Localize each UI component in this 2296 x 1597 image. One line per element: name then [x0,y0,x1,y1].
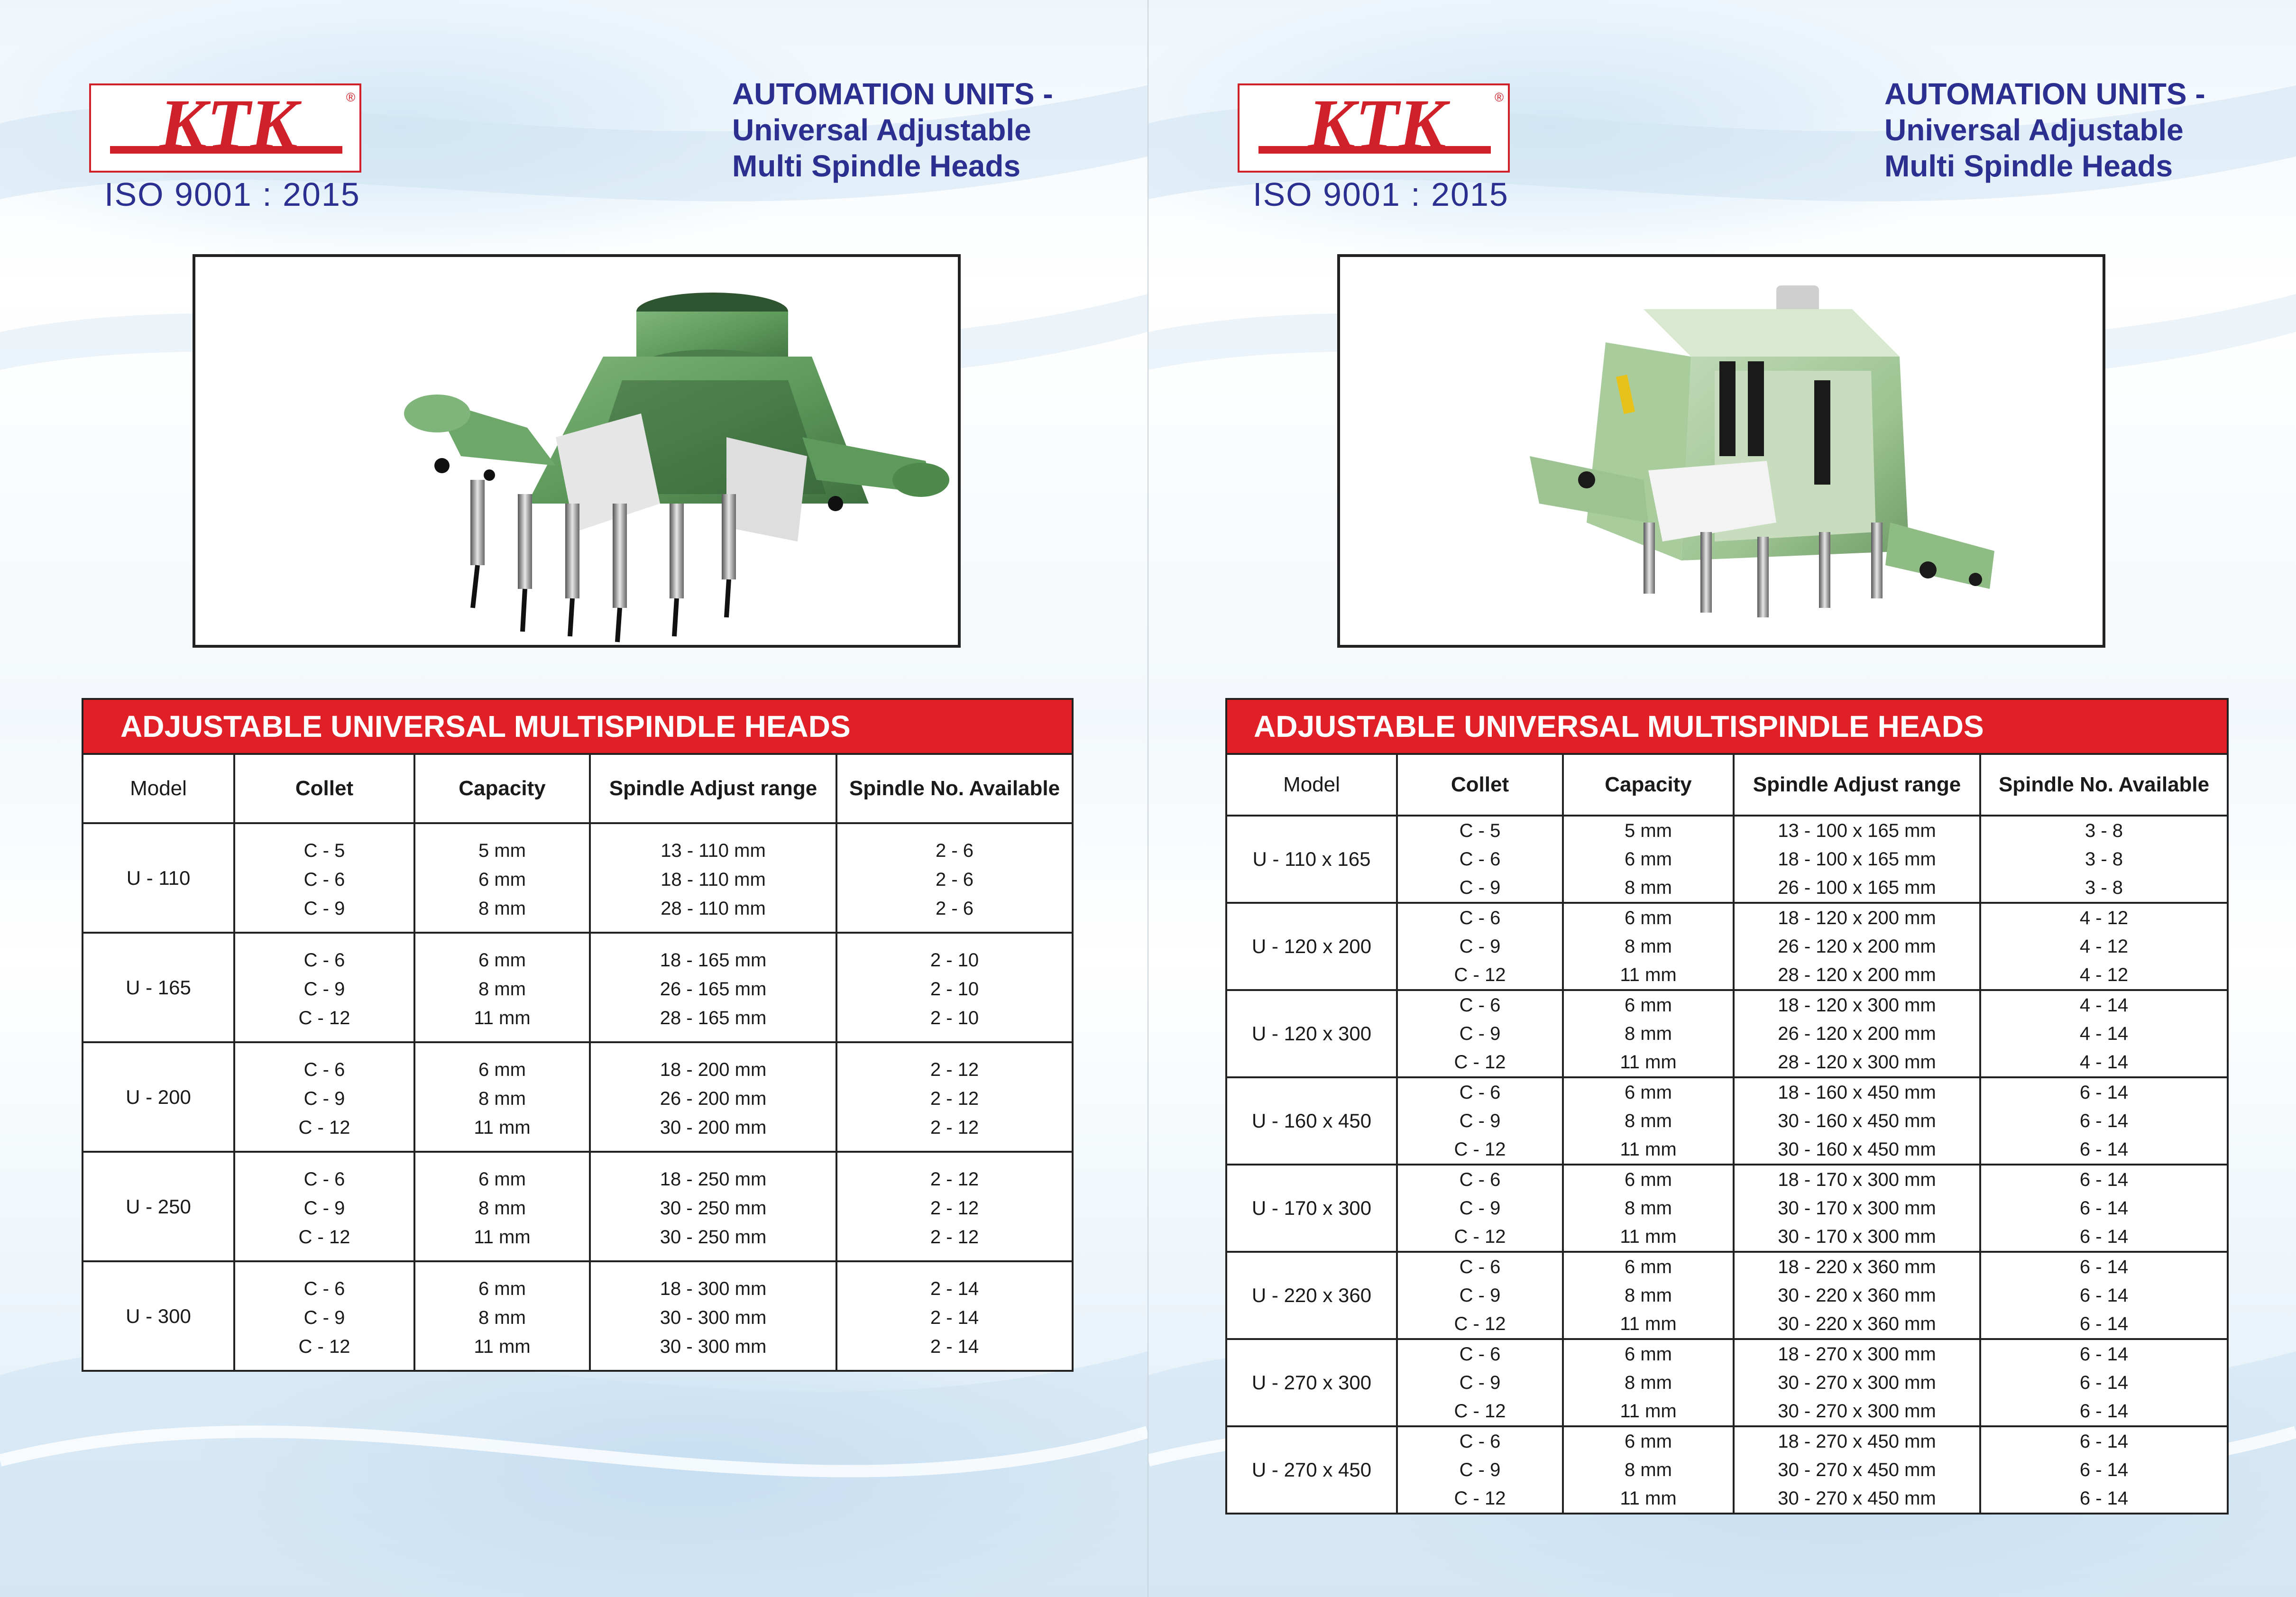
collet-value: C - 9 [1459,936,1501,957]
table-row [1226,1165,2228,1252]
collet-value: C - 9 [1459,1459,1501,1480]
spindles-cell [836,1261,1073,1371]
header-capacity: Capacity [414,754,590,823]
range-value: 30 - 220 x 360 mm [1778,1313,1936,1334]
range-value: 30 - 250 mm [660,1227,767,1248]
range-value: 30 - 270 x 300 mm [1778,1372,1936,1393]
collet-value: C - 9 [1459,1372,1501,1393]
range-cell [1734,1426,1980,1514]
collet-value: C - 9 [1459,1023,1501,1044]
collet-value: C - 12 [1454,1052,1506,1073]
capacity-value: 6 mm [1625,995,1672,1016]
collet-value: C - 9 [303,1307,345,1328]
collet-cell [234,933,414,1042]
spindles-value: 6 - 14 [2079,1169,2129,1190]
collet-value: C - 6 [1459,995,1501,1016]
capacity-value: 6 mm [1625,1344,1672,1365]
table-title-row [1226,699,2228,754]
collet-cell [1397,1165,1563,1252]
spindles-cell [1980,1077,2228,1165]
capacity-value: 11 mm [1620,1052,1677,1073]
left-table-body [83,823,1073,1371]
capacity-cell [1563,1426,1734,1514]
model-cell: U - 200 [83,1042,234,1152]
capacity-value: 11 mm [474,1117,531,1138]
spindles-cell [836,1152,1073,1261]
capacity-value: 11 mm [1620,1139,1677,1160]
logo-text: KTK [1308,85,1446,164]
table-header-row [83,754,1073,823]
collet-cell [234,823,414,933]
capacity-value: 8 mm [1625,1459,1672,1480]
spindles-value: 6 - 14 [2079,1285,2129,1306]
spindles-value: 2 - 6 [935,840,974,861]
range-cell [1734,903,1980,990]
collet-value: C - 5 [303,840,345,861]
collet-value: C - 6 [1459,1257,1501,1277]
capacity-cell [1563,903,1734,990]
collet-value: C - 12 [298,1008,350,1028]
registered-mark: ® [1495,90,1504,104]
capacity-value: 8 mm [478,898,526,919]
header-spindle-no-available: Spindle No. Available [1980,754,2228,816]
spindles-value: 2 - 14 [930,1278,979,1299]
table-title: ADJUSTABLE UNIVERSAL MULTISPINDLE HEADS [1226,699,2228,754]
collet-cell [234,1261,414,1371]
capacity-cell [1563,1077,1734,1165]
range-value: 30 - 160 x 450 mm [1778,1111,1936,1131]
range-value: 30 - 170 x 300 mm [1778,1226,1936,1247]
capacity-value: 6 mm [478,1169,526,1190]
spindles-value: 6 - 14 [2079,1344,2129,1365]
capacity-value: 8 mm [1625,1372,1672,1393]
range-cell [590,1042,836,1152]
spindles-value: 6 - 14 [2079,1459,2129,1480]
collet-value: C - 12 [1454,1313,1506,1334]
range-value: 18 - 200 mm [660,1059,767,1080]
spindles-value: 6 - 14 [2079,1139,2129,1160]
range-value: 26 - 120 x 200 mm [1778,1023,1936,1044]
capacity-cell [414,1152,590,1261]
table-row [1226,1426,2228,1514]
model-cell: U - 300 [83,1261,234,1371]
range-value: 18 - 160 x 450 mm [1778,1082,1936,1103]
collet-value: C - 9 [1459,877,1501,898]
range-cell [1734,816,1980,903]
collet-cell [1397,903,1563,990]
capacity-value: 8 mm [478,979,526,1000]
heading-line-3: Multi Spindle Heads [732,149,1021,183]
capacity-value: 8 mm [1625,1285,1672,1306]
capacity-value: 11 mm [474,1227,531,1248]
multispindle-head-image [195,257,958,645]
spindles-cell [1980,1252,2228,1339]
capacity-value: 11 mm [1620,964,1677,985]
range-cell [1734,1165,1980,1252]
spindles-value: 2 - 6 [935,869,974,890]
table-row [83,1152,1073,1261]
spindles-value: 2 - 10 [930,950,979,971]
capacity-value: 8 mm [1625,1111,1672,1131]
collet-cell [1397,1252,1563,1339]
model-cell: U - 165 [83,933,234,1042]
model-cell: U - 250 [83,1152,234,1261]
spindles-value: 2 - 12 [930,1169,979,1190]
collet-value: C - 12 [298,1117,350,1138]
capacity-value: 6 mm [478,869,526,890]
collet-value: C - 9 [1459,1111,1501,1131]
range-value: 18 - 220 x 360 mm [1778,1257,1936,1277]
spindles-value: 6 - 14 [2079,1488,2129,1509]
model-cell: U - 160 x 450 [1226,1077,1397,1165]
capacity-value: 8 mm [1625,1023,1672,1044]
collet-value: C - 12 [1454,1401,1506,1422]
spindles-value: 4 - 12 [2079,908,2129,928]
heading-line-2: Universal Adjustable [1884,113,2184,147]
heading-line-1: AUTOMATION UNITS - [732,77,1053,111]
left-spec-table [82,698,1074,1372]
header-collet: Collet [234,754,414,823]
spindles-value: 3 - 8 [2085,877,2123,898]
capacity-value: 11 mm [1620,1401,1677,1422]
capacity-value: 6 mm [1625,1169,1672,1190]
table-header-row [1226,754,2228,816]
model-cell: U - 170 x 300 [1226,1165,1397,1252]
collet-value: C - 6 [303,950,345,971]
spindles-value: 2 - 14 [930,1336,979,1357]
spindles-value: 4 - 12 [2079,964,2129,985]
range-cell [1734,1339,1980,1426]
registered-mark: ® [346,90,356,104]
capacity-cell [414,1261,590,1371]
ktk-logo-mark [91,85,359,171]
right-spec-table [1225,698,2229,1514]
table-row [1226,1077,2228,1165]
model-cell: U - 270 x 450 [1226,1426,1397,1514]
spindles-cell [836,933,1073,1042]
ktk-logo-mark [1240,85,1508,171]
collet-value: C - 6 [303,1059,345,1080]
table-title: ADJUSTABLE UNIVERSAL MULTISPINDLE HEADS [83,699,1073,754]
collet-value: C - 12 [1454,1139,1506,1160]
capacity-value: 11 mm [1620,1313,1677,1334]
capacity-value: 8 mm [478,1198,526,1219]
capacity-value: 11 mm [474,1336,531,1357]
collet-value: C - 9 [303,1198,345,1219]
table-row [1226,1252,2228,1339]
header-collet: Collet [1397,754,1563,816]
spindles-value: 4 - 14 [2079,995,2129,1016]
heading-line-3: Multi Spindle Heads [1884,149,2173,183]
spindles-value: 6 - 14 [2079,1372,2129,1393]
ktk-logo [1238,83,1510,173]
spindles-cell [1980,1339,2228,1426]
heading-line-1: AUTOMATION UNITS - [1884,77,2205,111]
capacity-value: 6 mm [1625,1082,1672,1103]
capacity-value: 5 mm [1625,820,1672,841]
range-cell [590,1261,836,1371]
capacity-value: 8 mm [1625,877,1672,898]
range-value: 30 - 270 x 450 mm [1778,1459,1936,1480]
collet-value: C - 12 [298,1336,350,1357]
range-value: 28 - 110 mm [661,898,766,919]
collet-value: C - 6 [1459,1169,1501,1190]
range-value: 18 - 165 mm [660,950,767,971]
spindles-cell [836,823,1073,933]
collet-value: C - 6 [1459,1344,1501,1365]
spindles-cell [1980,1165,2228,1252]
capacity-value: 6 mm [1625,1257,1672,1277]
spindles-value: 2 - 12 [930,1198,979,1219]
spindles-value: 3 - 8 [2085,849,2123,870]
header-spindle-no-available: Spindle No. Available [836,754,1073,823]
table-row [83,823,1073,933]
capacity-cell [1563,990,1734,1077]
range-cell [1734,1077,1980,1165]
range-value: 30 - 220 x 360 mm [1778,1285,1936,1306]
range-value: 30 - 250 mm [660,1198,767,1219]
spindles-cell [1980,903,2228,990]
spindles-value: 6 - 14 [2079,1401,2129,1422]
header-capacity: Capacity [1563,754,1734,816]
collet-cell [1397,990,1563,1077]
header-model: Model [1226,754,1397,816]
header-model: Model [83,754,234,823]
table-row [1226,990,2228,1077]
range-value: 28 - 120 x 300 mm [1778,1052,1936,1073]
range-cell [590,933,836,1042]
model-cell: U - 270 x 300 [1226,1339,1397,1426]
spindles-value: 2 - 12 [930,1227,979,1248]
range-value: 28 - 120 x 200 mm [1778,964,1936,985]
spindles-value: 6 - 14 [2079,1226,2129,1247]
collet-value: C - 6 [1459,908,1501,928]
capacity-value: 11 mm [1620,1488,1677,1509]
product-photo-frame [193,254,961,648]
range-value: 13 - 110 mm [661,840,766,861]
spindles-value: 2 - 6 [935,898,974,919]
spindles-value: 4 - 14 [2079,1052,2129,1073]
spindles-value: 2 - 10 [930,1008,979,1028]
range-value: 18 - 110 mm [661,869,766,890]
range-cell [590,1152,836,1261]
collet-value: C - 12 [298,1227,350,1248]
header-spindle-adjust-range: Spindle Adjust range [590,754,836,823]
spindles-value: 6 - 14 [2079,1111,2129,1131]
capacity-cell [1563,816,1734,903]
ktk-logo [89,83,361,173]
capacity-value: 5 mm [478,840,526,861]
model-cell: U - 120 x 300 [1226,990,1397,1077]
collet-value: C - 12 [1454,964,1506,985]
right-table-body [1226,816,2228,1514]
spindles-cell [1980,990,2228,1077]
collet-value: C - 9 [303,1088,345,1109]
range-cell [1734,990,1980,1077]
capacity-value: 8 mm [1625,1198,1672,1219]
table-row [1226,816,2228,903]
collet-cell [1397,816,1563,903]
heading-line-2: Universal Adjustable [732,113,1031,147]
capacity-value: 6 mm [1625,1431,1672,1452]
range-value: 26 - 165 mm [660,979,767,1000]
logo-text: KTK [159,85,298,164]
spindles-cell [836,1042,1073,1152]
right-page [1148,0,2296,1597]
capacity-value: 11 mm [1620,1226,1677,1247]
capacity-value: 11 mm [474,1008,531,1028]
model-cell: U - 120 x 200 [1226,903,1397,990]
product-photo-frame [1337,254,2105,648]
capacity-value: 8 mm [478,1088,526,1109]
capacity-value: 6 mm [478,1059,526,1080]
range-cell [590,823,836,933]
table-row [1226,903,2228,990]
collet-value: C - 6 [1459,849,1501,870]
range-value: 18 - 270 x 300 mm [1778,1344,1936,1365]
spindles-value: 6 - 14 [2079,1431,2129,1452]
spindles-value: 6 - 14 [2079,1198,2129,1219]
range-value: 26 - 100 x 165 mm [1778,877,1936,898]
capacity-value: 6 mm [478,1278,526,1299]
range-value: 18 - 270 x 450 mm [1778,1431,1936,1452]
collet-value: C - 12 [1454,1226,1506,1247]
capacity-cell [414,933,590,1042]
table-row [83,1042,1073,1152]
capacity-value: 6 mm [1625,908,1672,928]
capacity-cell [1563,1165,1734,1252]
collet-value: C - 9 [1459,1198,1501,1219]
collet-value: C - 9 [1459,1285,1501,1306]
range-value: 30 - 200 mm [660,1117,767,1138]
range-value: 28 - 165 mm [660,1008,767,1028]
range-value: 30 - 270 x 450 mm [1778,1488,1936,1509]
range-value: 13 - 100 x 165 mm [1778,820,1936,841]
collet-cell [234,1042,414,1152]
capacity-value: 8 mm [478,1307,526,1328]
spindles-value: 2 - 12 [930,1088,979,1109]
range-value: 18 - 170 x 300 mm [1778,1169,1936,1190]
range-value: 18 - 120 x 300 mm [1778,995,1936,1016]
capacity-cell [414,823,590,933]
spindles-value: 6 - 14 [2079,1082,2129,1103]
range-cell [1734,1252,1980,1339]
range-value: 26 - 120 x 200 mm [1778,936,1936,957]
collet-value: C - 6 [1459,1082,1501,1103]
spindles-value: 2 - 12 [930,1117,979,1138]
spindles-cell [1980,816,2228,903]
collet-cell [1397,1339,1563,1426]
spindles-value: 6 - 14 [2079,1257,2129,1277]
collet-value: C - 6 [303,869,345,890]
collet-value: C - 9 [303,979,345,1000]
collet-value: C - 12 [1454,1488,1506,1509]
spindles-value: 2 - 10 [930,979,979,1000]
spindles-value: 2 - 12 [930,1059,979,1080]
iso-certification: ISO 9001 : 2015 [104,176,360,213]
page-heading [732,76,1053,184]
spindles-value: 4 - 12 [2079,936,2129,957]
table-row [83,1261,1073,1371]
collet-cell [1397,1426,1563,1514]
spindles-value: 3 - 8 [2085,820,2123,841]
range-value: 30 - 300 mm [660,1307,767,1328]
range-value: 30 - 300 mm [660,1336,767,1357]
table-row [83,933,1073,1042]
capacity-value: 6 mm [1625,849,1672,870]
page-heading [1884,76,2205,184]
capacity-cell [1563,1339,1734,1426]
range-value: 18 - 120 x 200 mm [1778,908,1936,928]
iso-certification: ISO 9001 : 2015 [1253,176,1509,213]
range-value: 26 - 200 mm [660,1088,767,1109]
collet-value: C - 9 [303,898,345,919]
collet-value: C - 5 [1459,820,1501,841]
collet-value: C - 6 [303,1169,345,1190]
spindles-value: 4 - 14 [2079,1023,2129,1044]
range-value: 18 - 100 x 165 mm [1778,849,1936,870]
spindles-value: 6 - 14 [2079,1313,2129,1334]
capacity-value: 6 mm [478,950,526,971]
header-spindle-adjust-range: Spindle Adjust range [1734,754,1980,816]
capacity-cell [414,1042,590,1152]
collet-cell [234,1152,414,1261]
capacity-cell [1563,1252,1734,1339]
range-value: 30 - 270 x 300 mm [1778,1401,1936,1422]
range-value: 18 - 300 mm [660,1278,767,1299]
rectangular-multispindle-head-image [1340,257,2103,645]
table-title-row [83,699,1073,754]
range-value: 30 - 170 x 300 mm [1778,1198,1936,1219]
spindles-value: 2 - 14 [930,1307,979,1328]
collet-value: C - 6 [303,1278,345,1299]
range-value: 30 - 160 x 450 mm [1778,1139,1936,1160]
range-value: 18 - 250 mm [660,1169,767,1190]
capacity-value: 8 mm [1625,936,1672,957]
model-cell: U - 110 x 165 [1226,816,1397,903]
spindles-cell [1980,1426,2228,1514]
collet-cell [1397,1077,1563,1165]
model-cell: U - 220 x 360 [1226,1252,1397,1339]
model-cell: U - 110 [83,823,234,933]
collet-value: C - 6 [1459,1431,1501,1452]
table-row [1226,1339,2228,1426]
